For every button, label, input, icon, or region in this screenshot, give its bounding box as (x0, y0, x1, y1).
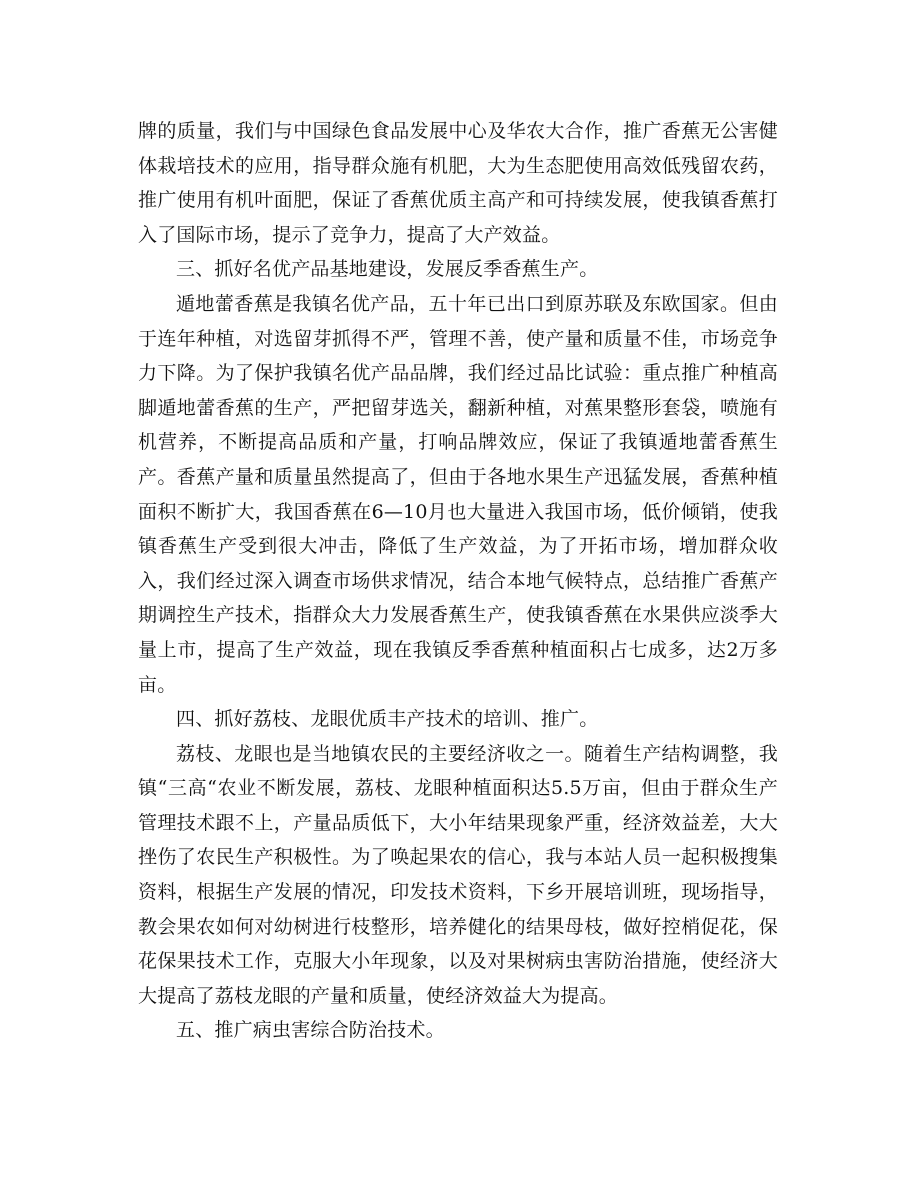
section-heading-5: 五、推广病虫害综合防治技术。 (176, 1019, 445, 1042)
paragraph-quality-cooperation: 牌的质量，我们与中国绿色食品发展中心及华农大合作，推广香蕉无公害健体栽培技术的应用，指导群众施有机肥，大为生态肥使用高效低残留农药，推广使用有机叶面肥，保证了香蕉优质主高产和可持续发展，使我镇香蕉打入了国际市场，提示了竞争力，提高了大产效益。 (138, 120, 778, 246)
section-heading-3: 三、抓好名优产品基地建设，发展反季香蕉生产。 (176, 258, 599, 281)
paragraph-lychee-longan: 荔枝、龙眼也是当地镇农民的主要经济收之一。随着生产结构调整，我镇“三高“农业不断发展，荔枝、龙眼种植面积达5.5万亩，但由于群众生产管理技术跟不上，产量品质低下，大小年结果现象严重，经济效益差，大大挫伤了农民生产积极性。为了唤起果农的信心，我与本站人员一起积极搜集资料，根据生产发展的情况，印发技术资料，下乡开展培训班，现场指导，教会果农如何对幼树进行枝整形，培养健化的结果母枝，做好控梢促花，保花保果技术工作，克服大小年现象，以及对果树病虫害防治措施，使经济大大提高了荔枝龙眼的产量和质量，使经济效益大为提高。 (138, 742, 778, 1007)
document-body (138, 114, 778, 1048)
section-heading-4: 四、抓好荔枝、龙眼优质丰产技术的培训、推广。 (176, 708, 599, 731)
paragraph-banana-production: 遁地蕾香蕉是我镇名优产品，五十年已出口到原苏联及东欧国家。但由于连年种植，对选留芽抓得不严，管理不善，使产量和质量不佳，市场竞争力下降。为了保护我镇名优产品品牌，我们经过品比试验：重点推广种植高脚遁地蕾香蕉的生产，严把留芽选关，翻新种植，对蕉果整形套袋，喷施有机营养，不断提高品质和产量，打响品牌效应，保证了我镇遁地蕾香蕉生产。香蕉产量和质量虽然提高了，但由于各地水果生产迅猛发展，香蕉种植面积不断扩大，我国香蕉在6—10月也大量进入我国市场，低价倾销，使我镇香蕉生产受到很大冲击，降低了生产效益，为了开拓市场，增加群众收入，我们经过深入调查市场供求情况，结合本地气候特点，总结推广香蕉产期调控生产技术，指群众大力发展香蕉生产，使我镇香蕉在水果供应淡季大量上市，提高了生产效益，现在我镇反季香蕉种植面积占七成多，达2万多亩。 (138, 292, 778, 696)
